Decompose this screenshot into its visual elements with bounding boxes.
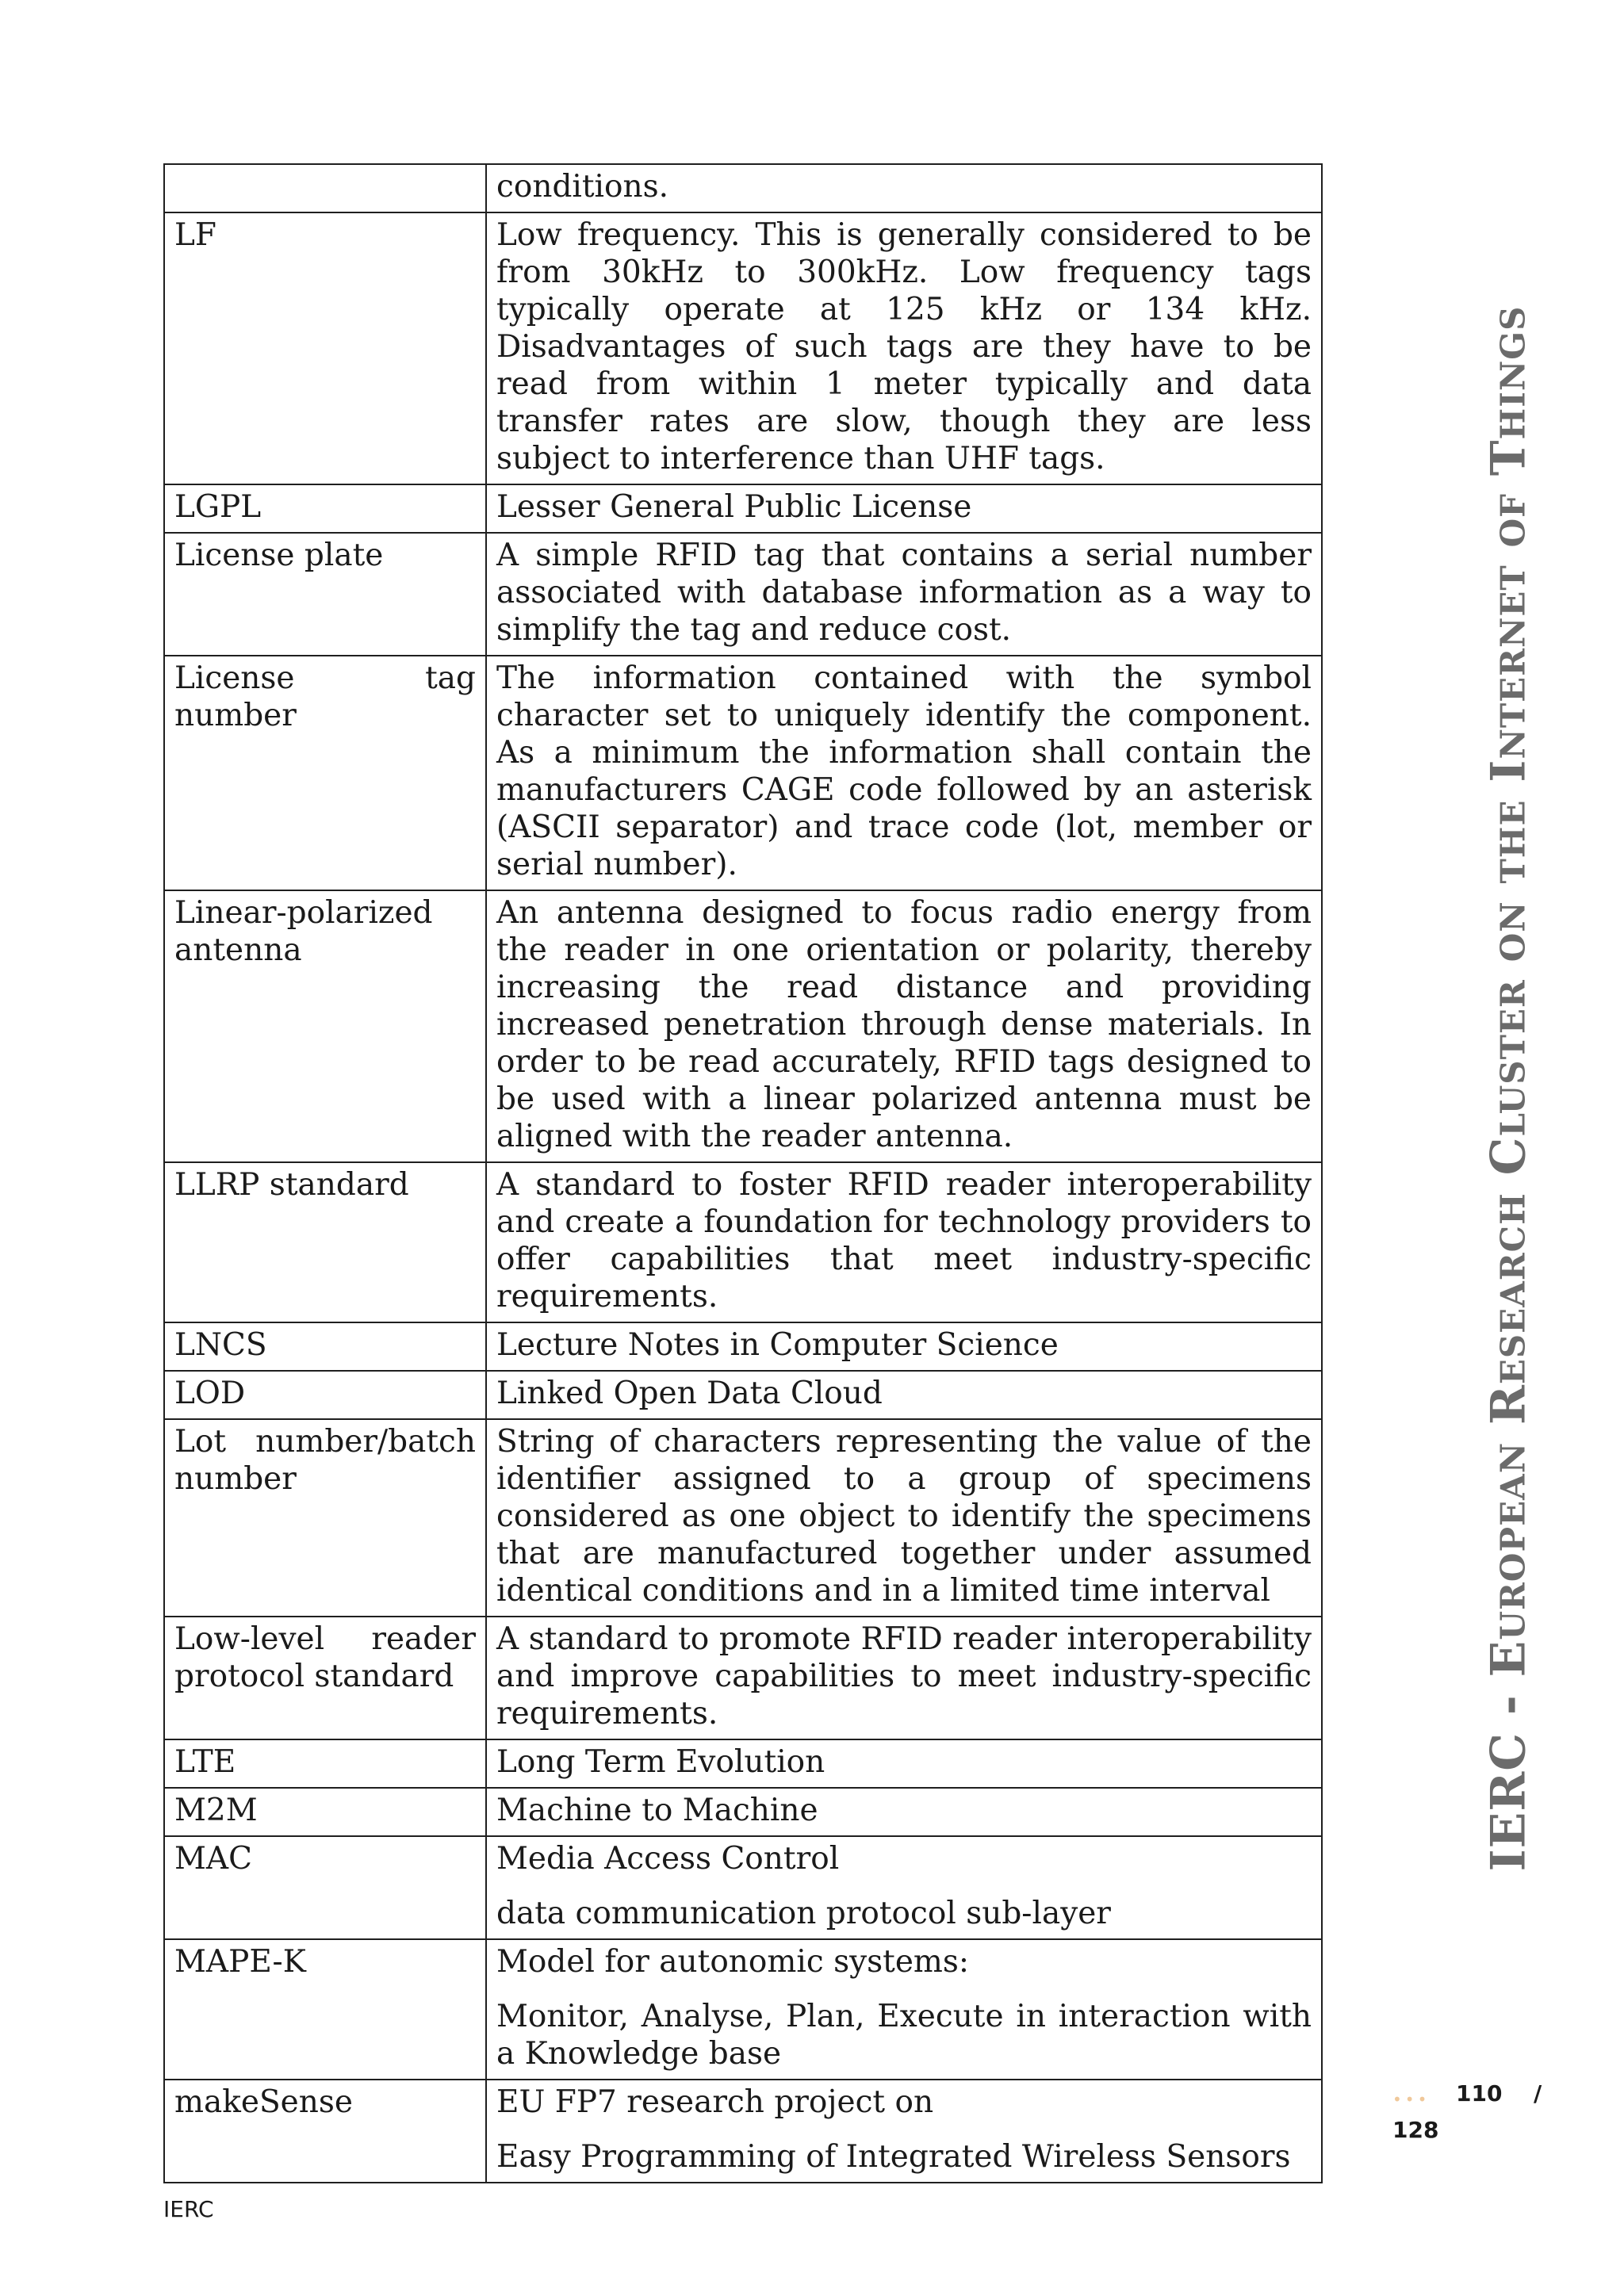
- glossary-definition: [486, 890, 1322, 1162]
- definition-paragraph: EU FP7 research project on: [496, 2084, 934, 2120]
- glossary-row: [164, 1739, 1322, 1788]
- definition-paragraph: Low frequency. This is generally considered to be from 30kHz to 300kHz. Low frequency tags typically operate at 125 kHz or 134 kHz. Disadvantages of such tags are they have to be read from within 1 meter typically and data transfer rates are slow, though they are less subject to interference than UHF tags.: [496, 217, 1312, 476]
- definition-paragraph: Linked Open Data Cloud: [496, 1376, 883, 1411]
- glossary-term: M2M: [164, 1788, 486, 1836]
- glossary-term: Linear-polarized antenna: [164, 890, 486, 1162]
- page-dots: •••: [1392, 2090, 1431, 2109]
- glossary-term: LLRP standard: [164, 1162, 486, 1322]
- definition-paragraph: A standard to foster RFID reader interoperability and create a foundation for technology providers to offer capabilities that meet industry-specific requirements.: [496, 1167, 1312, 1314]
- glossary-row: [164, 533, 1322, 656]
- glossary-definition: [486, 1419, 1322, 1617]
- definition-paragraph: Easy Programming of Integrated Wireless Sensors: [496, 2139, 1291, 2175]
- glossary-row: [164, 2080, 1322, 2183]
- glossary-term: LF: [164, 212, 486, 484]
- glossary-row: [164, 1617, 1322, 1739]
- glossary-row: [164, 212, 1322, 484]
- glossary-term: LTE: [164, 1739, 486, 1788]
- sidebar-title: [1480, 292, 1537, 1885]
- glossary-definition: [486, 164, 1322, 212]
- definition-paragraph: Model for autonomic systems:: [496, 1944, 970, 1980]
- glossary-row: [164, 1419, 1322, 1617]
- glossary-term: License plate: [164, 533, 486, 656]
- glossary-term: LOD: [164, 1371, 486, 1419]
- glossary-definition: [486, 656, 1322, 890]
- glossary-row: [164, 890, 1322, 1162]
- glossary-definition: [486, 1939, 1322, 2080]
- glossary-row: [164, 1371, 1322, 1419]
- glossary-definition: [486, 533, 1322, 656]
- glossary-term: MAPE-K: [164, 1939, 486, 2080]
- glossary-term: Lot number/batch number: [164, 1419, 486, 1617]
- definition-paragraph: A standard to promote RFID reader interoperability and improve capabilities to meet industry-specific requirements.: [496, 1621, 1312, 1732]
- glossary-definition: [486, 212, 1322, 484]
- glossary-definition: [486, 2080, 1322, 2183]
- glossary-term: LNCS: [164, 1322, 486, 1371]
- definition-paragraph: Machine to Machine: [496, 1793, 818, 1828]
- definition-paragraph: Media Access Control: [496, 1841, 840, 1877]
- glossary-definition: [486, 1836, 1322, 1939]
- glossary-row: [164, 1939, 1322, 2080]
- sidebar-title-text: IERC - European Research Cluster on the Internet of Things: [1480, 305, 1537, 1872]
- glossary-term: makeSense: [164, 2080, 486, 2183]
- glossary-definition: [486, 1739, 1322, 1788]
- definition-paragraph: Lesser General Public License: [496, 489, 972, 525]
- glossary-body: [164, 164, 1322, 2183]
- glossary-definition: [486, 1617, 1322, 1739]
- definition-paragraph: data communication protocol sub-layer: [496, 1896, 1111, 1931]
- page-number: 110: [1456, 2080, 1503, 2107]
- glossary-definition: [486, 1162, 1322, 1322]
- glossary-row: [164, 1162, 1322, 1322]
- glossary-row: [164, 1322, 1322, 1371]
- glossary-term: License tag number: [164, 656, 486, 890]
- glossary-term: [164, 164, 486, 212]
- glossary-definition: [486, 484, 1322, 533]
- glossary-row: [164, 484, 1322, 533]
- glossary-row: [164, 1788, 1322, 1836]
- definition-paragraph: A simple RFID tag that contains a serial number associated with database information as a way to simplify the tag and reduce cost.: [496, 538, 1312, 648]
- definition-paragraph: An antenna designed to focus radio energy from the reader in one orientation or polarity, thereby increasing the read distance and providing increased penetration through dense materials. In order to be read accurately, RFID tags designed to be used with a linear polarized antenna must be aligned with the reader antenna.: [496, 895, 1312, 1154]
- page-total: 128: [1392, 2117, 1439, 2143]
- definition-paragraph: Long Term Evolution: [496, 1744, 825, 1780]
- definition-paragraph: Lecture Notes in Computer Science: [496, 1327, 1059, 1363]
- definition-paragraph: Monitor, Analyse, Plan, Execute in interaction with a Knowledge base: [496, 1999, 1312, 2072]
- glossary-term: MAC: [164, 1836, 486, 1939]
- glossary-row: [164, 656, 1322, 890]
- page-separator: /: [1534, 2080, 1542, 2107]
- glossary-term: Low-level reader protocol standard: [164, 1617, 486, 1739]
- glossary-term: LGPL: [164, 484, 486, 533]
- glossary-definition: [486, 1788, 1322, 1836]
- glossary-definition: [486, 1371, 1322, 1419]
- definition-paragraph: The information contained with the symbol character set to uniquely identify the component. As a minimum the information shall contain the manufacturers CAGE code followed by an asterisk (ASCII separator) and trace code (lot, member or serial number).: [496, 660, 1312, 882]
- glossary-row: [164, 164, 1322, 212]
- glossary-table: [163, 163, 1323, 2183]
- glossary-row: [164, 1836, 1322, 1939]
- definition-paragraph: String of characters representing the value of the identifier assigned to a group of specimens considered as one object to identify the specimens that are manufactured together under assumed identical conditions and in a limited time interval: [496, 1424, 1312, 1609]
- definition-paragraph: conditions.: [496, 169, 669, 205]
- glossary-definition: [486, 1322, 1322, 1371]
- footer-label: IERC: [163, 2196, 214, 2222]
